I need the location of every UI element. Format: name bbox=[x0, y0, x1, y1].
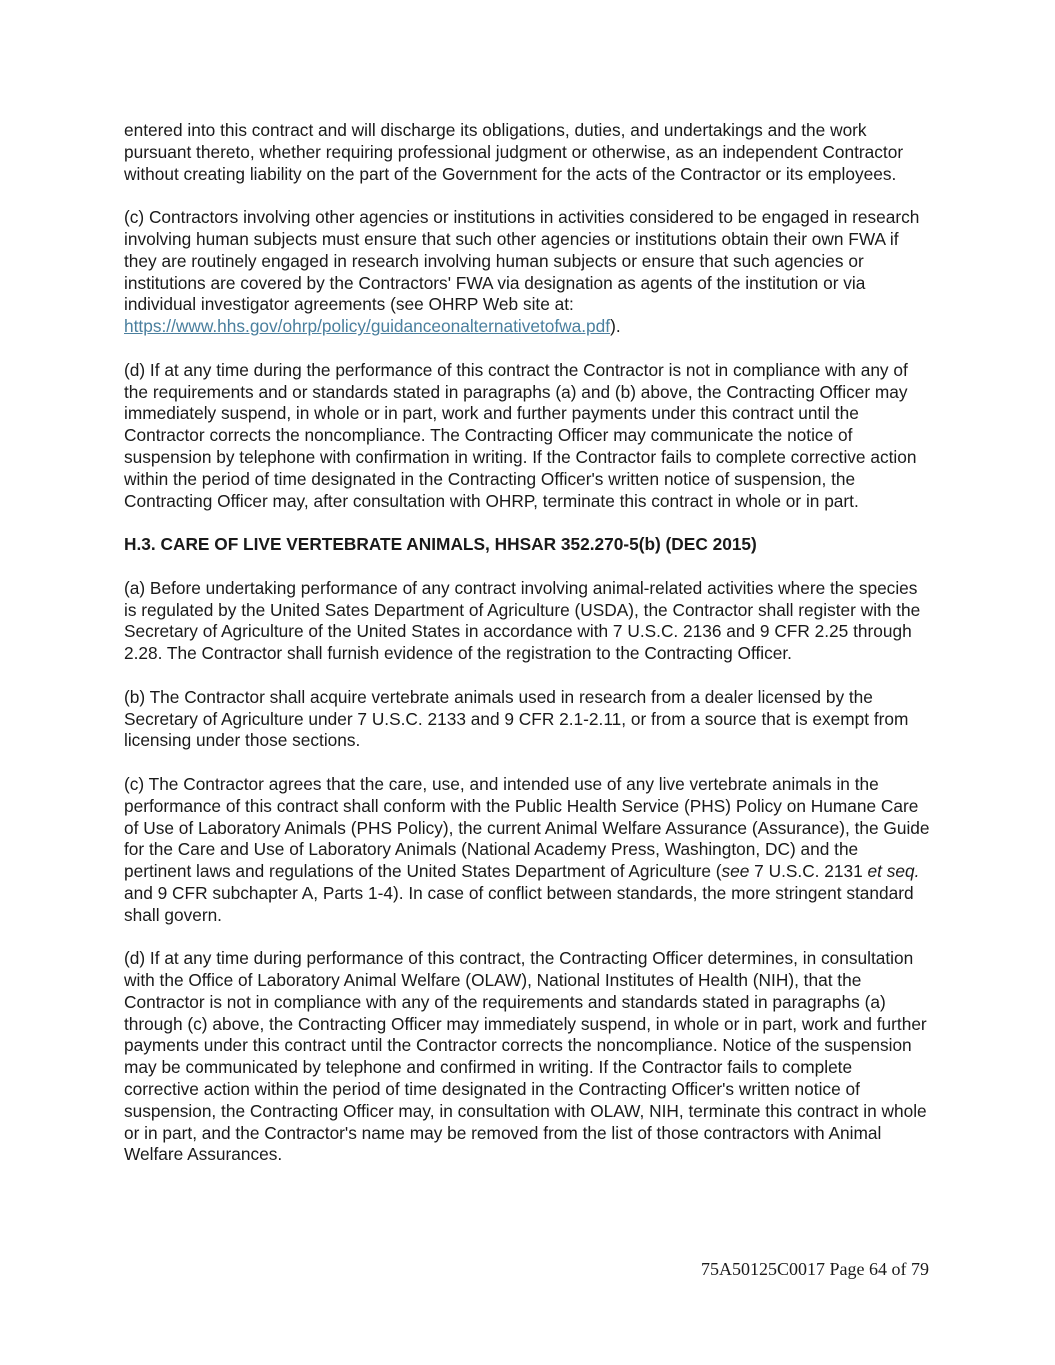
ohrp-guidance-link[interactable]: https://www.hhs.gov/ohrp/policy/guidanceonalternativetofwa.pdf bbox=[124, 316, 611, 337]
h3-paragraph-b: (b) The Contractor shall acquire vertebrate animals used in research from a dealer licensed by the Secretary of Agriculture under 7 U.S.C. 2133 and 9 CFR 2.1-2.11, or from a source that is exempt from licensing under those sections. bbox=[124, 686, 909, 751]
intro-paragraph: entered into this contract and will discharge its obligations, duties, and undertakings and the work pursuant thereto, whether requiring professional judgment or otherwise, as an independent Contractor without creating liability on the part of the Government for the acts of the Contractor or its employees. bbox=[124, 120, 904, 184]
h3-paragraph-c-part3: and 9 CFR subchapter A, Parts 1-4). In case of conflict between standards, the more stringent standard shall govern. bbox=[124, 882, 914, 925]
h3-paragraph-c-see: see bbox=[721, 861, 750, 882]
h3-paragraph-c-part2: 7 U.S.C. 2131 bbox=[749, 861, 868, 882]
h3-paragraph-c-part1: (c) The Contractor agrees that the care, use, and intended use of any live vertebrate animals in the performance of this contract shall conform with the Public Health Service (PHS) Policy on Humane Care of Use of Laboratory Animals (PHS Policy), the current Animal Welfare Assurance (Assurance), the Guide for the Care and Use of Laboratory Animals (National Academy Press, Washington, DC) and the pertinent laws and regulations of the United States Department of Agriculture ( bbox=[124, 773, 930, 882]
h3-paragraph-a: (a) Before undertaking performance of any contract involving animal-related activities where the species is regulated by the United Sates Department of Agriculture (USDA), the Contractor shall register with the Secretary of Agriculture of the United States in accordance with 7 U.S.C. 2136 and 9 CFR 2.25 through 2.28. The Contractor shall furnish evidence of the registration to the Contracting Officer. bbox=[124, 577, 921, 664]
document-body bbox=[124, 120, 930, 1188]
section-heading-h3: H.3. CARE OF LIVE VERTEBRATE ANIMALS, HHSAR 352.270-5(b) (DEC 2015) bbox=[124, 534, 757, 555]
paragraph-c-text: (c) Contractors involving other agencies or institutions in activities considered to be engaged in research involving human subjects must ensure that such other agencies or institutions obtain their own FWA if they are routinely engaged in research involving human subjects or ensure that such agencies or institutions are covered by the Contractors' FWA via designation as agents of the institution or via individual investigator agreements (see OHRP Web site at: bbox=[124, 207, 920, 315]
h3-paragraph-c bbox=[124, 774, 930, 927]
h3-paragraph-d: (d) If at any time during performance of this contract, the Contracting Officer determines, in consultation with the Office of Laboratory Animal Welfare (OLAW), National Institutes of Health (NIH), that the Contractor is not in compliance with any of the requirements and standards stated in paragraphs (a) through (c) above, the Contracting Officer may immediately suspend, in whole or in part, work and further payments under this contract until the Contractor corrects the noncompliance. Notice of the suspension may be communicated by telephone and confirmed in writing. If the Contractor fails to complete corrective action within the period of time designated in the Contracting Officer's written notice of suspension, the Contracting Officer may, in consultation with OLAW, NIH, terminate this contract in whole or in part, and the Contractor's name may be removed from the list of those contractors with Animal Welfare Assurances. bbox=[124, 948, 927, 1165]
page-footer: 75A50125C0017 Page 64 of 79 bbox=[701, 1259, 929, 1279]
paragraph-d: (d) If at any time during the performance of this contract the Contractor is not in compliance with any of the requirements and or standards stated in paragraphs (a) and (b) above, the Contracting Officer may immediately suspend, in whole or in part, work and further payments under this contract until the Contractor corrects the noncompliance. The Contracting Officer may communicate the notice of suspension by telephone with confirmation in writing. If the Contractor fails to complete corrective action within the period of time designated in the Contracting Officer's written notice of suspension, the Contracting Officer may, after consultation with OHRP, terminate this contract in whole or in part. bbox=[124, 359, 917, 511]
h3-paragraph-c-etseq: et seq. bbox=[867, 861, 920, 882]
paragraph-c-end: ). bbox=[610, 316, 621, 337]
paragraph-c bbox=[124, 207, 930, 338]
